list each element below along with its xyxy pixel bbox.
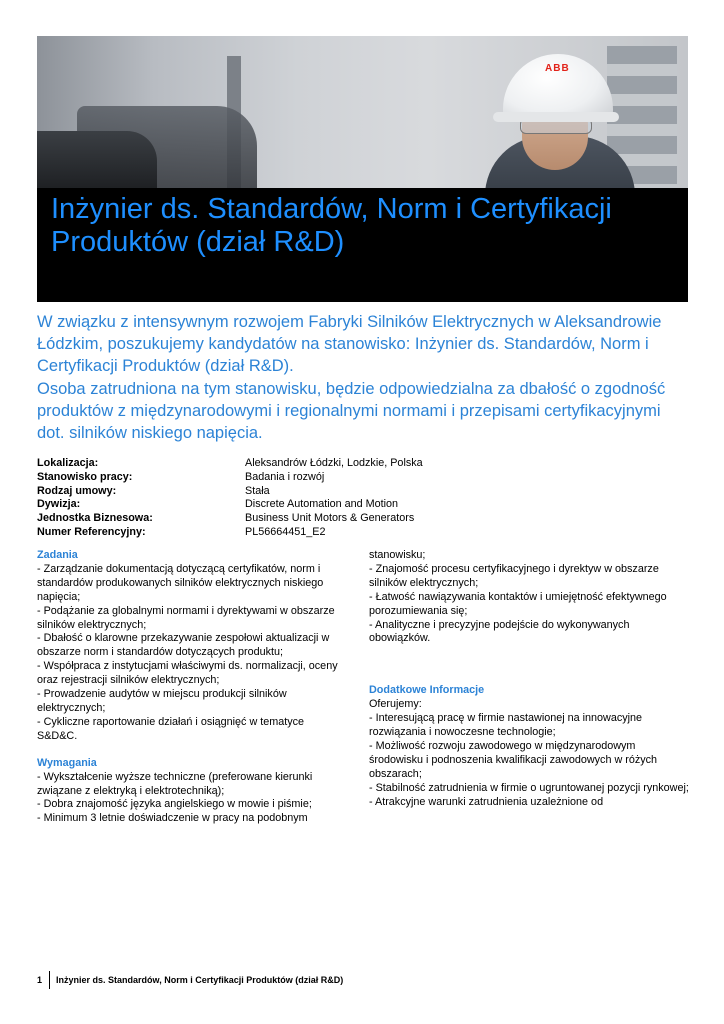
spacer — [37, 744, 347, 757]
detail-value: Discrete Automation and Motion — [245, 498, 399, 511]
detail-value: Stała — [245, 484, 270, 497]
photo-machine-front — [37, 131, 157, 188]
additional-info-lead: Oferujemy: — [369, 698, 422, 711]
task-item: - Prowadzenie audytów w miejscu produkcji silników elektrycznych; — [37, 688, 287, 714]
detail-value: Business Unit Motors & Generators — [245, 512, 415, 525]
requirement-item: - Minimum 3 letnie doświadczenie w pracy na podobnym — [37, 812, 308, 825]
job-details-table — [37, 457, 467, 540]
requirement-item: - Analityczne i precyzyjne podejście do wykonywanych obowiązków. — [369, 618, 630, 645]
detail-label: Jednostka Biznesowa: — [37, 512, 153, 525]
detail-value: PL56664451_E2 — [245, 525, 326, 538]
intro-text: W związku z intensywnym rozwojem Fabryki Silników Elektrycznych w Aleksandrowie Łódzkim, poszukujemy kandydatów na stanowisko: Inżynier ds. Standardów, Norm i Certyfikacji Produktów (dział R&D). Osoba zatrudniona na tym stanowisku, będzie odpowiedzialna za dbałość o zgodność produktów z międzynarodowymi i regionalnymi normami i przepisami certyfikacyjnymi dot. silników niskiego napięcia. — [37, 313, 666, 443]
detail-row — [37, 512, 467, 526]
detail-label: Lokalizacja: — [37, 457, 99, 469]
offer-item: - Interesującą pracę w firmie nastawionej na innowacyjne rozwiązania i nowoczesne technologie; — [369, 712, 643, 739]
requirement-item: - Łatwość nawiązywania kontaktów i umiejętność efektywnego porozumiewania się; — [369, 590, 667, 617]
photo-hard-hat-brim — [493, 112, 619, 122]
offer-item: - Stabilność zatrudnienia w firmie o ugruntowanej pozycji rynkowej; — [369, 781, 689, 794]
requirement-item: - Znajomość procesu certyfikacyjnego i dyrektyw w obszarze silników elektrycznych; — [369, 562, 659, 589]
additional-info-heading: Dodatkowe Informacje — [369, 684, 485, 697]
detail-row — [37, 457, 467, 471]
detail-row — [37, 485, 467, 499]
detail-row — [37, 498, 467, 512]
offer-item: - Atrakcyjne warunki zatrudnienia uzależnione od — [369, 795, 604, 808]
detail-value: Aleksandrów Łódzki, Lodzkie, Polska — [245, 457, 423, 469]
task-item: - Dbałość o klarowne przekazywanie zespołowi aktualizacji w obszarze norm i standardów dotyczących produktu; — [37, 632, 330, 659]
task-item: - Zarządzanie dokumentacją dotyczącą certyfikatów, norm i standardów produkowanych silników elektrycznych niskiego napięcia; — [37, 562, 324, 603]
header-photo — [37, 36, 688, 188]
requirement-item: - Wykształcenie wyższe techniczne (preferowane kierunki związane z elektryką i elektrotechniką); — [37, 770, 313, 797]
detail-label: Stanowisko pracy: — [37, 470, 133, 483]
page-title: Inżynier ds. Standardów, Norm i Certyfikacji Produktów (dział R&D) — [51, 193, 612, 258]
task-item: - Cykliczne raportowanie działań i osiągnięć w tematyce S&D&C. — [37, 715, 305, 742]
detail-label: Dywizja: — [37, 498, 81, 511]
detail-label: Numer Referencyjny: — [37, 525, 146, 538]
left-column — [37, 549, 347, 826]
detail-label: Rodzaj umowy: — [37, 484, 117, 497]
requirement-item: stanowisku; — [369, 549, 426, 561]
right-column — [369, 549, 689, 810]
offer-item: - Możliwość rozwoju zawodowego w międzynarodowym środowisku i podnoszenia kwalifikacji zawodowych w różych obszarach; — [369, 739, 658, 780]
tasks-heading: Zadania — [37, 549, 78, 561]
footer-title: Inżynier ds. Standardów, Norm i Certyfikacji Produktów (dział R&D) — [56, 975, 344, 985]
abb-logo: ABB — [545, 63, 570, 74]
page-footer — [37, 971, 343, 989]
requirements-heading: Wymagania — [37, 756, 97, 769]
footer-divider — [49, 971, 50, 989]
detail-row — [37, 471, 467, 485]
page-number: 1 — [37, 975, 43, 985]
task-item: - Podążanie za globalnymi normami i dyrektywami w obszarze silników elektrycznych; — [37, 604, 335, 631]
spacer — [369, 646, 689, 684]
detail-value: Badania i rozwój — [245, 470, 325, 483]
detail-row — [37, 526, 467, 540]
task-item: - Współpraca z instytucjami właściwymi ds. normalizacji, oceny oraz rejestracji silników elektrycznych; — [37, 660, 338, 687]
requirement-item: - Dobra znajomość języka angielskiego w mowie i piśmie; — [37, 798, 312, 811]
intro-paragraph — [37, 311, 667, 444]
